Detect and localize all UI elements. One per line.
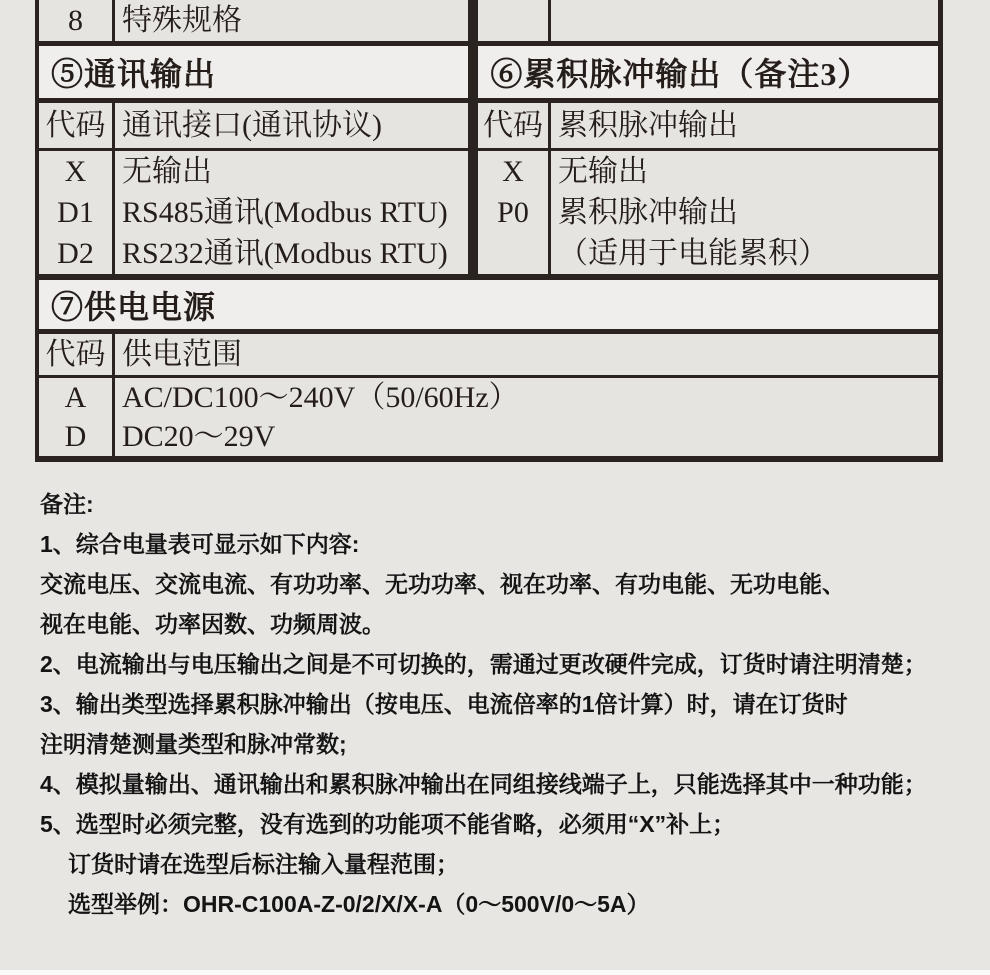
section6-body [478,151,938,274]
selection-spec-table [35,0,943,462]
top-row-left [39,0,478,41]
header-desc: 供电范围 [122,338,242,371]
section-header-row [39,280,938,334]
note-line: 注明清楚测量类型和脉冲常数; [40,731,347,757]
notes-title: 备注: [40,491,94,517]
section5-title: ⑤通讯输出 [39,46,478,98]
note-line: 订货时请在选型后标注输入量程范围； [68,851,459,877]
note-line: 2、电流输出与电压输出之间是不可切换的，需通过更改硬件完成，订货时请注明清楚； [40,651,927,677]
cell-code: A [64,381,87,414]
body-row [39,378,938,456]
header-code: 代码 [478,103,551,148]
cell-code: P0 [497,196,529,229]
cell-desc: RS485通讯(Modbus RTU) [122,196,448,229]
header-desc: 通讯接口(通讯协议) [122,109,382,142]
top-row-right [478,0,938,41]
cell-desc: 特殊规格 [122,4,242,37]
note-line: 4、模拟量输出、通讯输出和累积脉冲输出在同组接线端子上，只能选择其中一种功能； [40,771,927,797]
column-header-row [39,103,938,151]
notes-block [40,484,970,924]
header-code: 代码 [39,334,115,375]
note-line: 选型举例：OHR-C100A-Z-0/2/X/X-A（0～500V/0～5A） [68,891,650,917]
cell-code: D [64,420,87,453]
cell-desc: AC/DC100～240V（50/60Hz） [122,381,519,414]
cell-desc: 无输出 [558,155,648,188]
cell-code: D1 [57,196,94,229]
header-code: 代码 [39,103,115,148]
section-header-row [39,46,938,103]
column-header-row [39,334,938,378]
cell-desc: 累积脉冲输出 [558,196,738,229]
page-bottom-edge [0,970,990,975]
section6-title: ⑥累积脉冲输出（备注3） [490,56,871,92]
section7-title: ⑦供电电源 [51,288,217,325]
table-bottom-border [39,456,938,462]
cell-code: X [502,155,524,188]
note-line: 3、输出类型选择累积脉冲输出（按电压、电流倍率的1倍计算）时，请在订货时 [40,691,848,717]
note-line: 交流电压、交流电流、有功功率、无功功率、视在功率、有功电能、无功电能、 [40,571,845,597]
cell-desc-empty [551,0,938,41]
cell-desc: RS232通讯(Modbus RTU) [122,237,448,270]
body-row [39,151,938,280]
section5-column-headers [39,103,478,148]
table-row-special-spec [39,0,938,46]
cell-code-empty [478,0,551,41]
code-column [39,378,115,456]
cell-code: X [64,155,87,188]
desc-column [115,378,938,456]
code-column [478,151,551,274]
cell-desc: 无输出 [122,155,212,188]
header-desc: 累积脉冲输出 [558,109,738,142]
section6-column-headers [478,103,938,148]
section5-body [39,151,478,274]
note-line: 视在电能、功率因数、功频周波。 [40,611,385,637]
note-line: 5、选型时必须完整，没有选到的功能项不能省略，必须用“X”补上； [40,811,736,837]
note-line: 1、综合电量表可显示如下内容: [40,531,360,557]
desc-column [115,151,468,274]
cell-code: D2 [57,237,94,270]
cell-code [478,233,548,274]
cell-desc: DC20～29V [122,420,276,453]
cell-code: 8 [39,0,115,41]
cell-desc: （适用于电能累积） [558,237,828,270]
desc-column [551,151,938,274]
code-column [39,151,115,274]
